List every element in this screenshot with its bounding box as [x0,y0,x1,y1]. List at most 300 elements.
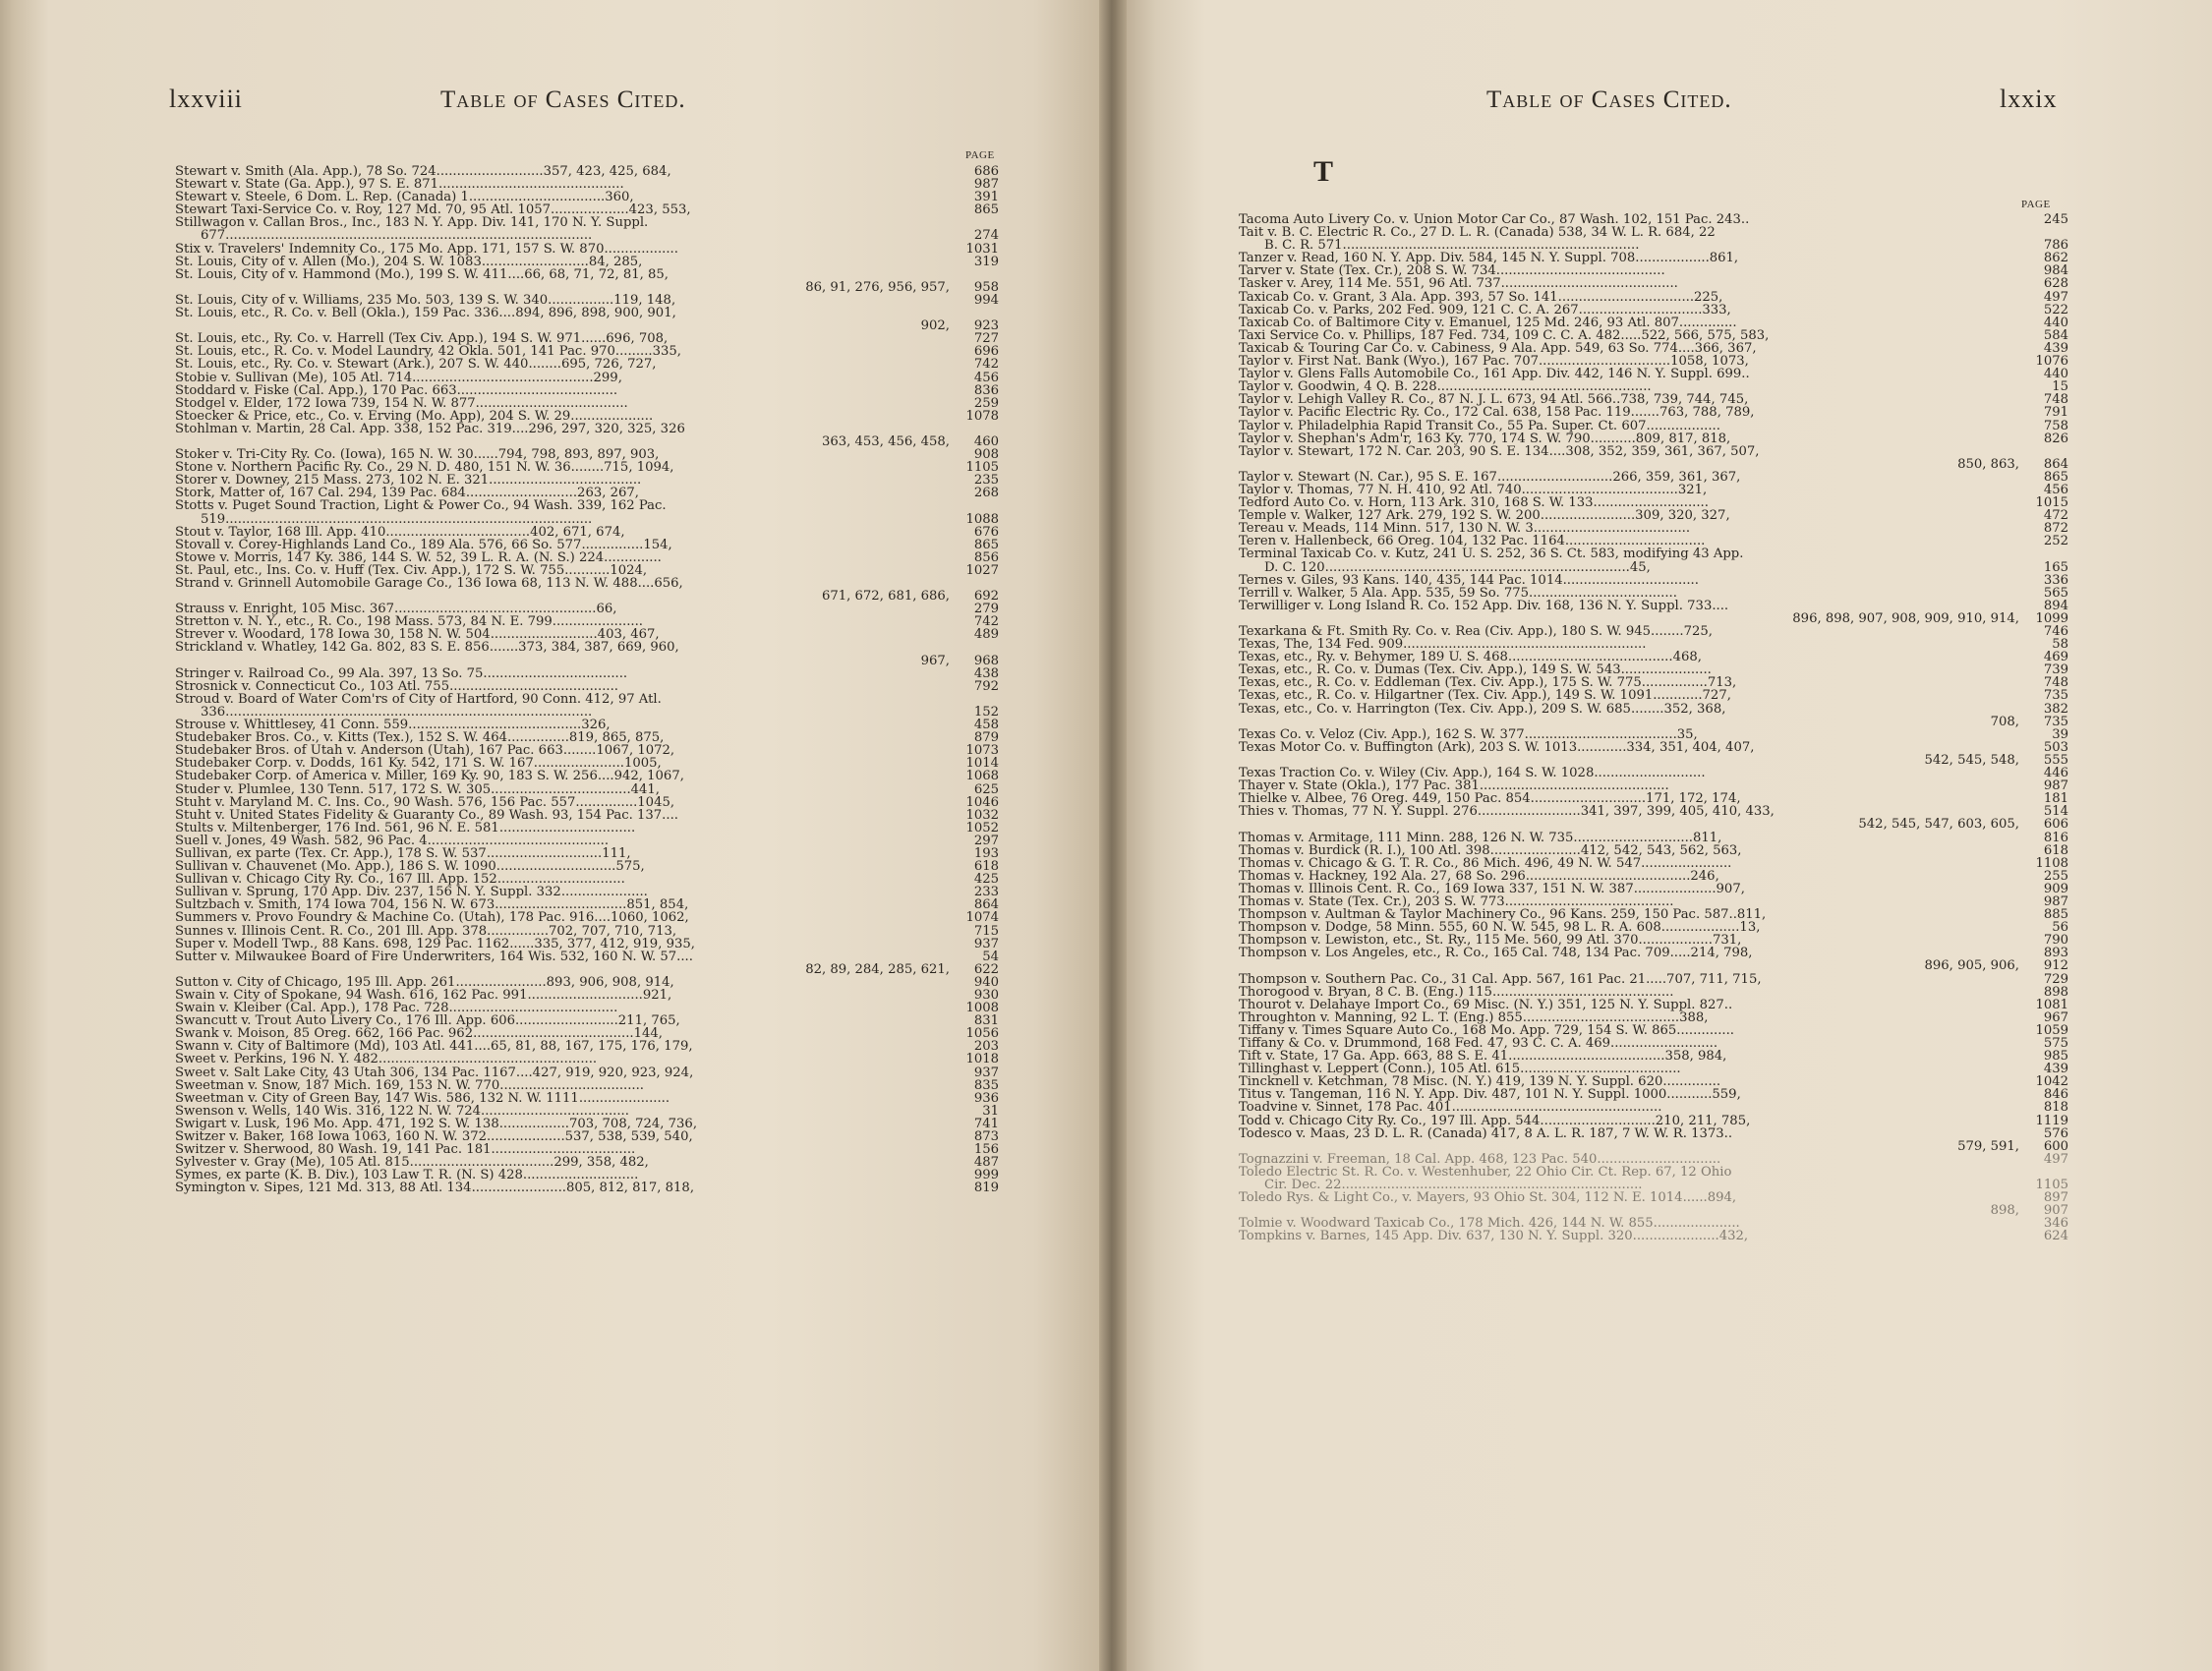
case-entry-line [1239,213,2068,226]
case-entry-line [175,976,999,989]
case-entry-line [175,384,999,397]
case-citation: Stone v. Northern Pacific Ry. Co., 29 N. D. 480, 151 N. W. 36........715, 1094, [175,461,674,475]
case-citation: Swancutt v. Trout Auto Livery Co., 176 Ill. App. 606.........................211, 765, [175,1014,680,1028]
case-entry-line [1239,1140,2068,1153]
case-citation: Taylor v. Shephan's Adm'r, 163 Ky. 770, 174 S. W. 790...........809, 817, 818, [1239,432,1731,445]
case-entry-line [1239,1166,2068,1179]
case-entry-line [1239,458,2068,471]
page-reference: 735 [2043,689,2068,703]
case-citation: Stobie v. Sullivan (Me), 105 Atl. 714............................................299, [175,371,622,384]
page-reference: 181 [2043,792,2068,806]
case-citation: Sutter v. Milwaukee Board of Fire Underwriters, 164 Wis. 532, 160 N. W. 57.... [175,950,693,963]
page-reference: 165 [2043,560,2068,574]
case-citation: 363, 453, 456, 458, [821,434,950,449]
case-entry-line [1239,754,2068,767]
page-reference: 1015 [2035,496,2068,510]
case-entry-line [1239,1153,2068,1166]
page-reference: 742 [973,615,999,629]
case-entry-line [1239,393,2068,406]
case-entry-line [1239,792,2068,805]
case-entry-line [175,783,999,796]
case-entry-line [175,499,999,512]
case-citation: Studebaker Corp. v. Dodds, 161 Ky. 542, 171 S. W. 167......................1005, [175,757,662,771]
case-citation: Strouse v. Whittlesey, 41 Conn. 559..........................................326, [175,719,611,732]
case-citation: Sunnes v. Illinois Cent. R. Co., 201 Ill. App. 378...............702, 707, 710, 713, [175,924,677,938]
case-entry-line [1239,484,2068,496]
case-entry-line [1239,857,2068,870]
page-reference: 748 [2043,393,2068,407]
case-citation: Texas Co. v. Veloz (Civ. App.), 162 S. W. 377.....................................35, [1239,727,1698,741]
page-reference: 735 [2043,715,2068,728]
case-entry-line [1239,1075,2068,1088]
page-reference: 497 [2043,290,2068,304]
case-citation: Taylor v. Lehigh Valley R. Co., 87 N. J. L. 673, 94 Atl. 566..738, 739, 744, 745, [1239,393,1749,407]
case-entry-line [1239,703,2068,716]
case-entry-line [1239,471,2068,484]
case-entry-line [175,372,999,384]
case-citation: Terwilliger v. Long Island R. Co. 152 App. Div. 168, 136 N. Y. Suppl. 733.... [1239,599,1729,612]
page-reference: 1073 [965,744,999,758]
case-citation: Todd v. Chicago City Ry. Co., 197 Ill. App. 544............................210, 211, 785, [1239,1114,1751,1127]
case-citation: Taylor v. Thomas, 77 N. H. 410, 92 Atl. 740......................................321, [1239,483,1708,497]
page-reference: 54 [982,950,999,963]
page-reference: 729 [2043,972,2068,986]
case-citation: Tereau v. Meads, 114 Minn. 517, 130 N. W. 3...................................... [1239,522,1691,536]
case-citation: Taxicab Co. of Baltimore City v. Emanuel, 125 Md. 246, 93 Atl. 807.............. [1239,316,1737,329]
case-citation: Strosnick v. Connecticut Co., 103 Atl. 755......................................... [175,679,618,693]
case-entry-line [175,256,999,268]
case-entry-line [1239,1088,2068,1101]
page-reference: 912 [2043,959,2068,973]
page-reference: 786 [2043,239,2068,253]
page-reference: 565 [2043,586,2068,600]
left-page-folio: lxxviii [169,85,243,113]
case-citation: D. C. 120..........................................................................45, [1264,560,1651,574]
case-citation: 542, 545, 548, [1924,753,2019,768]
case-citation: Thompson v. Lewiston, etc., St. Ry., 115 Me. 560, 99 Atl. 370..................731, [1239,934,1742,948]
case-citation: Sweet v. Perkins, 196 N. Y. 482..................................................... [175,1053,598,1066]
page-reference: 425 [973,873,999,887]
page-reference: 792 [973,679,999,693]
case-entry-line [175,989,999,1002]
case-entry-line [1239,1179,2068,1191]
case-entry-line [175,822,999,835]
case-entry-line [1239,779,2068,792]
page-reference: 235 [973,474,999,488]
page-reference: 865 [973,203,999,217]
case-citation: Texas Traction Co. v. Wiley (Civ. App.), 164 S. W. 1028........................... [1239,767,1706,780]
page-reference: 446 [2043,767,2068,780]
page-reference: 489 [973,628,999,642]
page-reference: 156 [973,1143,999,1157]
case-citation: Stuht v. Maryland M. C. Ins. Co., 90 Wash. 576, 156 Pac. 557...............1045, [175,795,675,809]
case-entry-line [175,898,999,911]
case-citation: 850, 863, [1957,457,2019,471]
page-reference: 831 [973,1014,999,1028]
page-reference: 497 [2043,1152,2068,1166]
case-entry-line [1239,496,2068,509]
case-citation: Cir. Dec. 22......................................................................... [1264,1179,1643,1192]
case-citation: Stowe v. Morris, 147 Ky. 386, 144 S. W. 52, 39 L. R. A. (N. S.) 224.............. [175,550,662,564]
case-citation: Sullivan, ex parte (Tex. Cr. App.), 178 S. W. 537............................111, [175,846,631,861]
case-entry-line [1239,587,2068,600]
page-reference: 994 [973,293,999,308]
page-reference: 987 [973,178,999,192]
page-reference: 456 [2043,483,2068,497]
case-entry-line [1239,1050,2068,1063]
page-reference: 937 [973,1066,999,1079]
case-entry-line [175,615,999,628]
case-entry-line [1239,329,2068,342]
case-entry-line [1239,663,2068,676]
page-reference: 245 [2043,213,2068,227]
page-reference: 1046 [965,795,999,809]
case-entry-line [175,641,999,654]
case-citation: Stoker v. Tri-City Ry. Co. (Iowa), 165 N. W. 30......794, 798, 893, 897, 903, [175,448,660,462]
case-entry-line [175,216,999,229]
case-citation: Studebaker Bros. of Utah v. Anderson (Utah), 167 Pac. 663........1067, 1072, [175,744,675,758]
case-citation: Thourot v. Delahaye Import Co., 69 Misc. (N. Y.) 351, 125 N. Y. Suppl. 827.. [1239,998,1733,1011]
case-entry-line [175,577,999,590]
page-reference: 487 [973,1156,999,1170]
page-reference: 555 [2043,753,2068,768]
case-citation: Stork, Matter of, 167 Cal. 294, 139 Pac. 684...........................263, 267, [175,487,639,500]
page-reference: 440 [2043,316,2068,329]
page-reference: 908 [973,448,999,462]
case-entry-line [175,1143,999,1156]
case-entry-line [1239,355,2068,368]
case-entry-line [175,1014,999,1027]
left-page-column-label: PAGE [965,149,995,161]
case-citation: 896, 905, 906, [1924,959,2019,973]
case-entry-line [1239,638,2068,651]
page-reference: 1032 [965,808,999,822]
case-entry-line [1239,432,2068,445]
case-entry-line [175,191,999,203]
case-entry-line [1239,239,2068,252]
case-citation: Stewart Taxi-Service Co. v. Roy, 127 Md. 70, 95 Atl. 1057...................423, 553, [175,203,691,217]
case-entry-line [175,770,999,782]
page-reference: 274 [973,229,999,243]
page-reference: 439 [2043,341,2068,356]
case-entry-line [1239,625,2068,638]
case-entry-line [175,1181,999,1194]
case-citation: Sullivan v. Sprung, 170 App. Div. 237, 156 N. Y. Suppl. 332..................... [175,886,648,899]
case-entry-line [175,860,999,873]
case-citation: Sultzbach v. Smith, 174 Iowa 704, 156 N. W. 673................................851, 854, [175,898,689,912]
case-entry-line [1239,1217,2068,1230]
case-citation: Tait v. B. C. Electric R. Co., 27 D. L. R. (Canada) 538, 34 W. L. R. 684, 22 [1239,226,1716,240]
case-citation: Taxicab Co. v. Parks, 202 Fed. 909, 121 C. C. A. 267..............................333, [1239,303,1731,317]
page-reference: 319 [973,255,999,268]
page-reference: 909 [2043,882,2068,895]
case-citation: Super v. Modell Twp., 88 Kans. 698, 129 Pac. 1162......335, 377, 412, 919, 935, [175,937,695,951]
page-reference: 897 [2043,1191,2068,1205]
page-reference: 873 [973,1130,999,1144]
page-reference: 440 [2043,368,2068,381]
page-reference: 15 [2052,380,2068,394]
case-entry-line [175,229,999,242]
page-reference: 898 [2043,985,2068,999]
case-entry-line [1239,844,2068,857]
case-citation: Tiffany & Co. v. Drummond, 168 Fed. 47, 93 C. C. A. 469.......................... [1239,1037,1718,1051]
left-running-head: Table of Cases Cited. [440,86,686,113]
page-reference: 1008 [965,1002,999,1015]
case-citation: Texas, The, 134 Fed. 909........................................................... [1239,638,1647,652]
page-reference: 746 [2043,625,2068,639]
page-reference: 893 [2043,947,2068,960]
case-citation: Tarver v. State (Tex. Cr.), 208 S. W. 734......................................... [1239,264,1665,278]
case-citation: St. Louis, etc., Ry. Co. v. Stewart (Ark.), 207 S. W. 440........695, 726, 727, [175,358,657,372]
page-reference: 835 [973,1078,999,1092]
case-citation: Stovall v. Corey-Highlands Land Co., 189 Ala. 576, 66 So. 577...............154, [175,538,672,551]
case-citation: Stillwagon v. Callan Bros., Inc., 183 N. Y. App. Div. 141, 170 N. Y. Suppl. [175,216,649,230]
case-entry-line [175,706,999,719]
page-reference: 1052 [965,821,999,835]
page-reference: 259 [973,396,999,410]
page-reference: 56 [2052,921,2068,935]
case-entry-line [1239,1101,2068,1114]
case-entry-line [1239,741,2068,754]
case-entry-line [175,719,999,731]
case-entry-line [1239,445,2068,458]
page-reference: 686 [973,165,999,179]
case-citation: Symes, ex parte (K. B. Div.), 103 Law T. R. (N. S) 428............................ [175,1169,639,1182]
page-reference: 252 [2043,535,2068,548]
case-entry-line [1239,600,2068,612]
page-reference: 438 [973,666,999,680]
case-citation: Stuht v. United States Fidelity & Guaranty Co., 89 Wash. 93, 154 Pac. 137.... [175,808,678,822]
page-reference: 862 [2043,252,2068,265]
case-entry-line [175,513,999,526]
case-citation: Teren v. Hallenbeck, 66 Oreg. 104, 132 Pac. 1164.................................. [1239,535,1706,548]
page-reference: 255 [2043,869,2068,883]
page-reference: 907 [2043,1204,2068,1218]
page-reference: 958 [973,280,999,294]
case-citation: Thorogood v. Bryan, 8 C. B. (Eng.) 115............................................ [1239,985,1674,999]
page-reference: 1014 [965,757,999,771]
left-case-list [175,165,999,1195]
case-entry-line [175,925,999,938]
case-entry-line [1239,651,2068,663]
case-citation: Throughton v. Manning, 92 L. T. (Eng.) 855......................................388, [1239,1010,1709,1024]
case-citation: Texas, etc., R. Co. v. Hilgartner (Tex. Civ. App.), 149 S. W. 1091............727, [1239,689,1731,703]
page-reference: 1081 [2035,998,2068,1011]
case-entry-line [1239,728,2068,741]
case-citation: Temple v. Walker, 127 Ark. 279, 192 S. W. 200.......................309, 320, 327, [1239,509,1730,523]
case-citation: Thomas v. Burdick (R. I.), 100 Atl. 398......................412, 542, 543, 562, 563, [1239,843,1742,857]
case-citation: Toledo Rys. & Light Co., v. Mayers, 93 Ohio St. 304, 112 N. E. 1014......894, [1239,1191,1737,1205]
case-citation: Taylor v. First Nat. Bank (Wyo.), 167 Pac. 707................................1058, 1073, [1239,355,1749,369]
case-entry-line [1239,264,2068,277]
page-reference: 865 [2043,470,2068,484]
case-citation: 902, [920,319,950,333]
case-citation: Thompson v. Southern Pac. Co., 31 Cal. App. 567, 161 Pac. 21.....707, 711, 715, [1239,972,1762,986]
page-reference: 618 [973,860,999,874]
page-reference: 1078 [965,409,999,423]
page-reference: 625 [973,782,999,796]
case-entry-line [1239,999,2068,1011]
case-entry-line [175,603,999,615]
case-citation: Ternes v. Giles, 93 Kans. 140, 435, 144 Pac. 1014................................. [1239,573,1699,587]
page-reference: 940 [973,975,999,989]
case-citation: Sullivan v. Chicago City Ry. Co., 167 Ill. App. 152............................... [175,873,625,887]
page-reference: 1105 [965,461,999,475]
case-entry-line [1239,973,2068,986]
case-citation: 542, 545, 547, 603, 605, [1858,818,2019,832]
page-reference: 872 [2043,522,2068,536]
page-reference: 193 [973,846,999,861]
page-reference: 967 [2043,1010,2068,1024]
case-entry-line [1239,304,2068,317]
case-citation: 579, 591, [1957,1139,2019,1153]
case-citation: Swenson v. Wells, 140 Wis. 316, 122 N. W. 724.................................... [175,1104,629,1118]
case-citation: Stretton v. N. Y., etc., R. Co., 198 Mass. 573, 84 N. E. 799...................... [175,615,644,629]
page-reference: 606 [2043,818,2068,832]
case-entry-line [175,796,999,809]
page-reference: 1031 [965,242,999,256]
case-citation: Tolmie v. Woodward Taxicab Co., 178 Mich. 426, 144 N. W. 855..................... [1239,1217,1740,1231]
case-entry-line [175,1002,999,1014]
case-citation: Stout v. Taylor, 168 Ill. App. 410...................................402, 671, 674, [175,525,625,539]
case-citation: Texas Motor Co. v. Buffington (Ark), 203 S. W. 1013............334, 351, 404, 407, [1239,740,1755,754]
case-citation: 898, [1990,1204,2019,1218]
case-entry-line [1239,1115,2068,1127]
page-reference: 618 [2043,843,2068,857]
page-reference: 233 [973,886,999,899]
case-entry-line [1239,380,2068,393]
case-entry-line [1239,561,2068,574]
case-citation: Stewart v. Smith (Ala. App.), 78 So. 724..........................357, 423, 425, 684, [175,165,671,179]
case-entry-line [1239,832,2068,844]
page-reference: 968 [973,654,999,667]
case-citation: Taylor v. Philadelphia Rapid Transit Co., 55 Pa. Super. Ct. 607.................. [1239,419,1720,432]
page-reference: 985 [2043,1050,2068,1064]
case-entry-line [175,809,999,822]
case-entry-line [175,1066,999,1079]
case-citation: Switzer v. Baker, 168 Iowa 1063, 160 N. W. 372...................537, 538, 539, 540, [175,1130,693,1144]
case-entry-line [1239,1204,2068,1217]
page-reference: 836 [973,383,999,397]
case-citation: Swain v. Kleiber (Cal. App.), 178 Pac. 728......................................... [175,1002,618,1015]
case-citation: Thomas v. Illinois Cent. R. Co., 169 Iowa 337, 151 N. W. 387....................907, [1239,882,1745,895]
case-entry-line [175,693,999,706]
case-citation: Studer v. Plumlee, 130 Tenn. 517, 172 S. W. 305..................................441, [175,782,661,796]
page-reference: 584 [2043,328,2068,342]
section-letter-heading: T [1313,155,1334,188]
case-entry-line [175,461,999,474]
case-entry-line [1239,277,2068,290]
case-citation: St. Louis, City of v. Allen (Mo.), 204 S. W. 1083..........................84, 285, [175,255,643,268]
page-reference: 923 [973,319,999,333]
case-citation: Terminal Taxicab Co. v. Kutz, 241 U. S. 252, 36 S. Ct. 583, modifying 43 App. [1239,547,1744,561]
case-citation: Thomas v. State (Tex. Cr.), 203 S. W. 773......................................... [1239,894,1674,909]
page-reference: 460 [973,434,999,449]
page-reference: 984 [2043,264,2068,278]
case-entry-line [175,268,999,281]
page-reference: 791 [2043,406,2068,420]
case-entry-line [1239,547,2068,560]
page-reference: 456 [973,371,999,384]
case-citation: 82, 89, 284, 285, 621, [805,962,950,976]
case-citation: Stewart v. State (Ga. App.), 97 S. E. 871............................................. [175,178,624,192]
page-reference: 624 [2043,1230,2068,1243]
case-entry-line [1239,317,2068,329]
case-entry-line [175,1027,999,1040]
page-reference: 458 [973,719,999,732]
case-entry-line [175,938,999,951]
case-entry-line [175,1156,999,1169]
case-entry-line [1239,1230,2068,1242]
case-entry-line [175,487,999,499]
case-entry-line [175,1105,999,1118]
case-entry-line [175,886,999,898]
page-reference: 885 [2043,908,2068,922]
case-citation: Texas, etc., Co. v. Harrington (Tex. Civ. App.), 209 S. W. 685........352, 368, [1239,702,1726,716]
case-entry-line [175,474,999,487]
page-reference: 522 [2043,303,2068,317]
page-reference: 1076 [2035,355,2068,369]
case-entry-line [175,655,999,667]
case-entry-line [1239,1191,2068,1204]
page-reference: 937 [973,937,999,951]
case-citation: Swank v. Moison, 85 Oreg. 662, 166 Pac. 962.......................................144, [175,1027,663,1041]
page-reference: 741 [973,1117,999,1131]
case-citation: Texarkana & Ft. Smith Ry. Co. v. Rea (Civ. App.), 180 S. W. 945........725, [1239,625,1713,639]
case-entry-line [1239,522,2068,535]
case-citation: Stix v. Travelers' Indemnity Co., 175 Mo. App. 171, 157 S. W. 870.................. [175,242,678,256]
case-entry-line [1239,805,2068,818]
page-reference: 503 [2043,740,2068,754]
case-citation: 86, 91, 276, 956, 957, [805,280,950,294]
case-citation: Tognazzini v. Freeman, 18 Cal. App. 468, 123 Pac. 540.............................. [1239,1152,1721,1166]
case-citation: Swann v. City of Baltimore (Md), 103 Atl. 441....65, 81, 88, 167, 175, 176, 179, [175,1040,693,1054]
case-citation: Thompson v. Los Angeles, etc., R. Co., 165 Cal. 748, 134 Pac. 709.....214, 798, [1239,947,1753,960]
case-citation: 708, [1990,715,2019,728]
page-reference: 1068 [965,770,999,783]
case-entry-line [175,1130,999,1143]
case-citation: 671, 672, 681, 686, [821,590,950,604]
case-entry-line [1239,716,2068,728]
page-reference: 382 [2043,702,2068,716]
case-entry-line [1239,676,2068,689]
page-reference: 297 [973,834,999,847]
page-reference: 575 [2043,1037,2068,1051]
case-entry-line [175,1169,999,1181]
page-reference: 696 [973,345,999,359]
case-citation: Tacoma Auto Livery Co. v. Union Motor Car Co., 87 Wash. 102, 151 Pac. 243.. [1239,213,1750,227]
case-citation: Swain v. City of Spokane, 94 Wash. 616, 162 Pac. 991............................921, [175,989,672,1003]
page-reference: 576 [2043,1126,2068,1140]
case-citation: Strickland v. Whatley, 142 Ga. 802, 83 S. E. 856.......373, 384, 387, 669, 960, [175,641,679,655]
case-citation: Stringer v. Railroad Co., 99 Ala. 397, 13 So. 75................................... [175,666,628,680]
page-reference: 879 [973,731,999,745]
case-citation: Stohlman v. Martin, 28 Cal. App. 338, 152 Pac. 319....296, 297, 320, 325, 326 [175,422,685,435]
case-citation: Thayer v. State (Okla.), 177 Pac. 381.............................................. [1239,779,1669,793]
page-reference: 930 [973,989,999,1003]
case-citation: Thomas v. Chicago & G. T. R. Co., 86 Mich. 496, 49 N. W. 547...................... [1239,856,1732,870]
case-entry-line [175,345,999,358]
case-entry-line [1239,1127,2068,1140]
case-citation: Taxicab Co. v. Grant, 3 Ala. App. 393, 57 So. 141.................................225, [1239,290,1723,304]
case-entry-line [175,847,999,860]
page-reference: 727 [973,332,999,346]
case-entry-line [1239,883,2068,895]
page-reference: 865 [973,538,999,551]
case-citation: Stodgel v. Elder, 172 Iowa 739, 154 N. W. 877..................................... [175,396,628,410]
page-reference: 336 [2043,573,2068,587]
case-citation: Studebaker Bros. Co., v. Kitts (Tex.), 152 S. W. 464...............819, 865, 875, [175,731,665,745]
